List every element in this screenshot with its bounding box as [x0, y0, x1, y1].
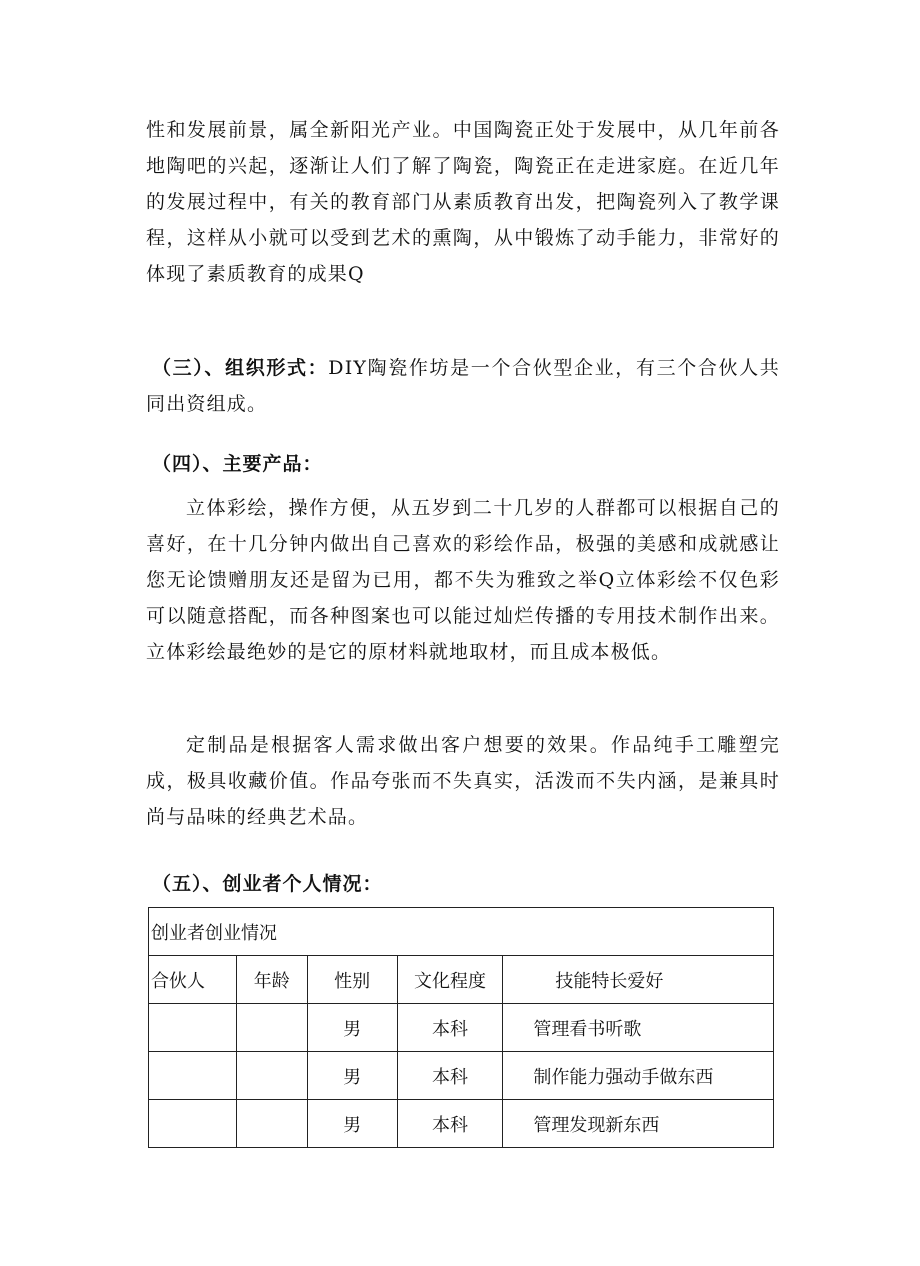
paragraph-organization	[146, 350, 780, 422]
cell-gender: 男	[307, 1004, 397, 1052]
paragraph-market-outlook: 性和发展前景，属全新阳光产业。中国陶瓷正处于发展中，从几年前各地陶吧的兴起，逐渐让人们了解了陶瓷，陶瓷正在走进家庭。在近几年的发展过程中，有关的教育部门从素质教育出发，把陶瓷列入了教学课程，这样从小就可以受到艺术的熏陶，从中锻炼了动手能力，非常好的体现了素质教育的成果Q	[146, 119, 780, 285]
cell-skills: 管理发现新东西	[503, 1100, 774, 1148]
table-row	[149, 1052, 774, 1100]
founder-info-table	[148, 907, 774, 1148]
header-gender: 性别	[307, 956, 397, 1004]
header-age: 年龄	[236, 956, 307, 1004]
cell-partner	[149, 1100, 237, 1148]
cell-education: 本科	[397, 1052, 503, 1100]
cell-age	[236, 1100, 307, 1148]
table-caption: 创业者创业情况	[149, 908, 774, 956]
header-education: 文化程度	[397, 956, 503, 1004]
cell-gender: 男	[307, 1052, 397, 1100]
cell-education: 本科	[397, 1100, 503, 1148]
cell-skills: 制作能力强动手做东西	[503, 1052, 774, 1100]
founder-heading: （五）、创业者个人情况：	[152, 873, 383, 895]
table-header-row	[149, 956, 774, 1004]
products-heading: （四）、主要产品：	[152, 453, 323, 475]
cell-skills: 管理看书听歌	[503, 1004, 774, 1052]
organization-heading: （三）、组织形式：	[152, 357, 329, 379]
cell-age	[236, 1004, 307, 1052]
table-row	[149, 1100, 774, 1148]
header-skills: 技能特长爱好	[503, 956, 774, 1004]
cell-gender: 男	[307, 1100, 397, 1148]
table-row	[149, 1004, 774, 1052]
cell-partner	[149, 1052, 237, 1100]
cell-partner	[149, 1004, 237, 1052]
table-caption-row	[149, 908, 774, 956]
paragraph-3d-painting: 立体彩绘，操作方便，从五岁到二十几岁的人群都可以根据自己的喜好，在十几分钟内做出自己喜欢的彩绘作品，极强的美感和成就感让您无论馈赠朋友还是留为已用，都不失为雅致之举Q立体彩绘不仅色彩可以随意搭配，而各种图案也可以能过灿烂传播的专用技术制作出来。立体彩绘最绝妙的是它的原材料就地取材，而且成本极低。	[146, 497, 780, 663]
header-partner: 合伙人	[149, 956, 237, 1004]
cell-education: 本科	[397, 1004, 503, 1052]
cell-age	[236, 1052, 307, 1100]
paragraph-custom-products: 定制品是根据客人需求做出客户想要的效果。作品纯手工雕塑完成，极具收藏价值。作品夸张而不失真实，活泼而不失内涵，是兼具时尚与品味的经典艺术品。	[146, 734, 780, 828]
organization-text: DIY陶瓷作坊是一个合伙型企业，有三个合伙人共同出资组成。	[146, 357, 780, 415]
